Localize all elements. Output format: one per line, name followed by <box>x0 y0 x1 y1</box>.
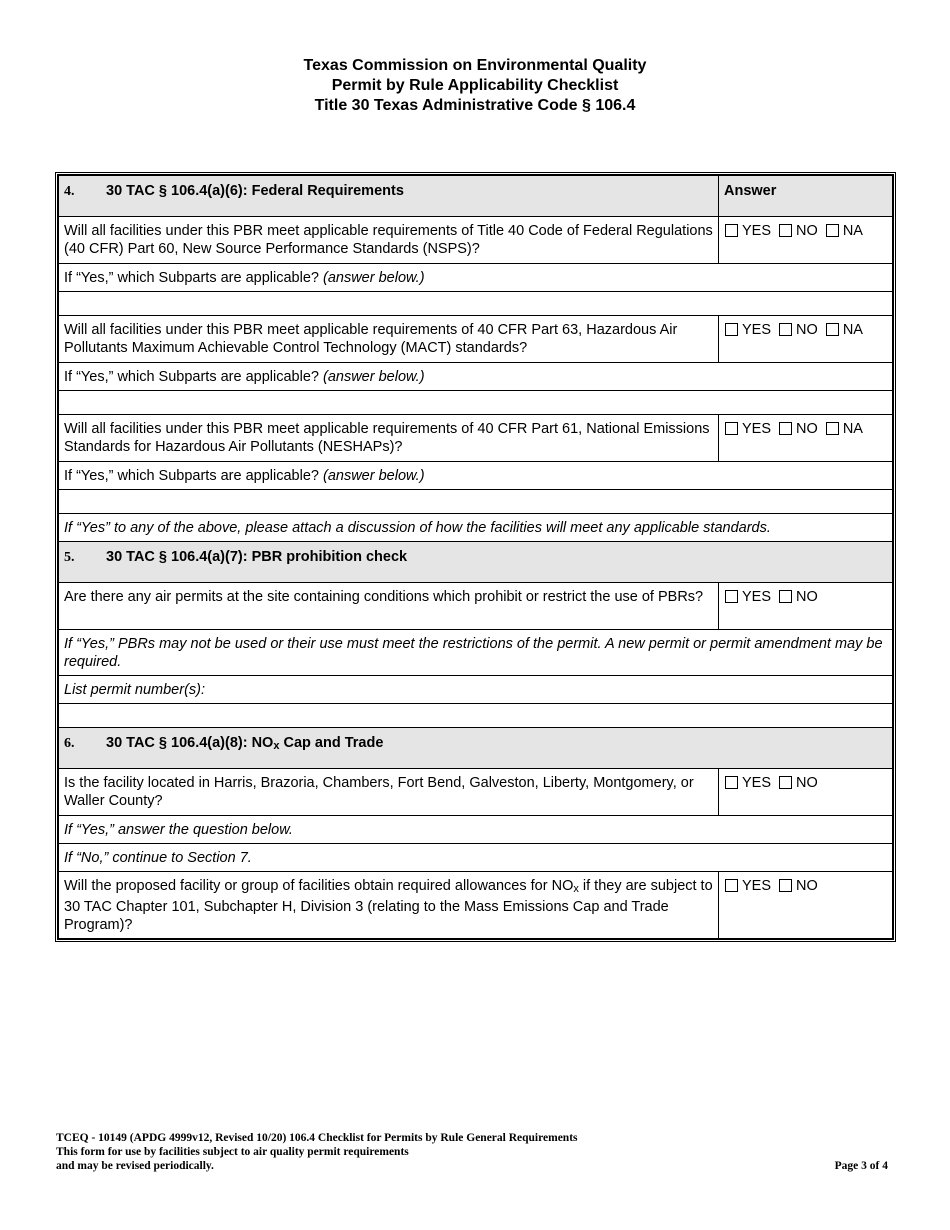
question-text: Will all facilities under this PBR meet applicable requirements of 40 CFR Part 63, Hazardous Air Pollutants Maximum Achievable Control Technology (MACT) standards? <box>59 316 719 363</box>
section-6-header <box>59 728 893 769</box>
section-4-note: If “Yes” to any of the above, please attach a discussion of how the facilities will meet any applicable standards. <box>59 514 893 542</box>
code-reference: Title 30 Texas Administrative Code § 106.4 <box>314 97 636 114</box>
question-nsps <box>59 217 893 264</box>
answer-cell: YES NO <box>719 583 893 630</box>
question-county <box>59 769 893 816</box>
yes-checkbox[interactable] <box>725 224 738 237</box>
subparts-hint: (answer below.) <box>323 369 425 385</box>
permit-list-field[interactable] <box>59 704 893 728</box>
yes-checkbox[interactable] <box>725 776 738 789</box>
answer-cell: YES NO NA <box>719 415 893 462</box>
permit-list-label: List permit number(s): <box>59 676 893 704</box>
subparts-prompt-row <box>59 462 893 490</box>
checklist-title: Permit by Rule Applicability Checklist <box>331 77 619 94</box>
section-5-header <box>59 542 893 583</box>
yes-checkbox[interactable] <box>725 879 738 892</box>
footer-note-1: This form for use by facilities subject to air quality permit requirements <box>56 1146 409 1158</box>
na-checkbox[interactable] <box>826 323 839 336</box>
subparts-prompt-row <box>59 264 893 292</box>
page-number: Page 3 of 4 <box>834 1160 888 1172</box>
question-mact <box>59 316 893 363</box>
form-header <box>0 56 950 116</box>
section-4-note-row <box>59 514 893 542</box>
question-text: Will all facilities under this PBR meet applicable requirements of 40 CFR Part 61, National Emissions Standards for Hazardous Air Pollutants (NESHAPs)? <box>59 415 719 462</box>
question-text: Will all facilities under this PBR meet applicable requirements of Title 40 Code of Federal Regulations (40 CFR) Part 60, New Source Performance Standards (NSPS)? <box>59 217 719 264</box>
question-allowances <box>59 872 893 939</box>
if-yes-instruction: If “Yes,” answer the question below. <box>59 816 893 844</box>
no-checkbox[interactable] <box>779 224 792 237</box>
section-4-title: 30 TAC § 106.4(a)(6): Federal Requirements <box>106 183 404 199</box>
subparts-hint: (answer below.) <box>323 468 425 484</box>
footer-note-2: and may be revised periodically. <box>56 1160 214 1172</box>
answer-header: Answer <box>719 176 893 217</box>
na-checkbox[interactable] <box>826 422 839 435</box>
question-text: Will the proposed facility or group of facilities obtain required allowances for $NO_x$ if they are subject to 30 TAC Chapter 101, Subchapter H, Division 3 (relating to the Mass Emissions Cap and Trade Program)? <box>59 872 719 939</box>
no-checkbox[interactable] <box>779 590 792 603</box>
nsps-subparts-field[interactable] <box>59 292 893 316</box>
no-checkbox[interactable] <box>779 776 792 789</box>
no-checkbox[interactable] <box>779 323 792 336</box>
checklist-form <box>55 172 896 942</box>
subparts-prompt: If “Yes,” which Subparts are applicable? <box>64 270 319 286</box>
answer-cell: YES NO <box>719 872 893 939</box>
neshap-subparts-answer-row <box>59 490 893 514</box>
section-number: 5. <box>64 550 75 565</box>
question-text: Are there any air permits at the site containing conditions which prohibit or restrict the use of PBRs? <box>59 583 719 630</box>
subparts-prompt: If “Yes,” which Subparts are applicable? <box>64 468 319 484</box>
no-checkbox[interactable] <box>779 422 792 435</box>
mact-subparts-answer-row <box>59 391 893 415</box>
section-5-note-row <box>59 630 893 676</box>
section-number: 6. <box>64 736 75 751</box>
mact-subparts-field[interactable] <box>59 391 893 415</box>
form-id: TCEQ - 10149 (APDG 4999v12, Revised 10/20) 106.4 Checklist for Permits by Rule General Requirements <box>56 1132 578 1144</box>
yes-checkbox[interactable] <box>725 422 738 435</box>
page-footer <box>56 1131 888 1173</box>
no-checkbox[interactable] <box>779 879 792 892</box>
answer-cell: YES NO <box>719 769 893 816</box>
answer-cell: YES NO NA <box>719 217 893 264</box>
subparts-hint: (answer below.) <box>323 270 425 286</box>
if-no-instruction: If “No,” continue to Section 7. <box>59 844 893 872</box>
if-no-row <box>59 844 893 872</box>
section-4-header <box>59 176 893 217</box>
section-5-note: If “Yes,” PBRs may not be used or their use must meet the restrictions of the permit. A new permit or permit amendment may be required. <box>59 630 893 676</box>
permit-list-label-row <box>59 676 893 704</box>
yes-checkbox[interactable] <box>725 590 738 603</box>
yes-checkbox[interactable] <box>725 323 738 336</box>
section-number: 4. <box>64 184 75 199</box>
na-checkbox[interactable] <box>826 224 839 237</box>
if-yes-row <box>59 816 893 844</box>
subparts-prompt: If “Yes,” which Subparts are applicable? <box>64 369 319 385</box>
nsps-subparts-answer-row <box>59 292 893 316</box>
permit-list-answer-row <box>59 704 893 728</box>
answer-cell: YES NO NA <box>719 316 893 363</box>
neshap-subparts-field[interactable] <box>59 490 893 514</box>
section-5-title: 30 TAC § 106.4(a)(7): PBR prohibition check <box>106 549 408 565</box>
section-6-title: 30 TAC § 106.4(a)(8): $NO_x$ Cap and Trade <box>106 735 384 752</box>
question-air-permits <box>59 583 893 630</box>
subparts-prompt-row <box>59 363 893 391</box>
agency-title: Texas Commission on Environmental Quality <box>303 57 647 74</box>
question-neshap <box>59 415 893 462</box>
question-text: Is the facility located in Harris, Brazoria, Chambers, Fort Bend, Galveston, Liberty, Montgomery, or Waller County? <box>59 769 719 816</box>
